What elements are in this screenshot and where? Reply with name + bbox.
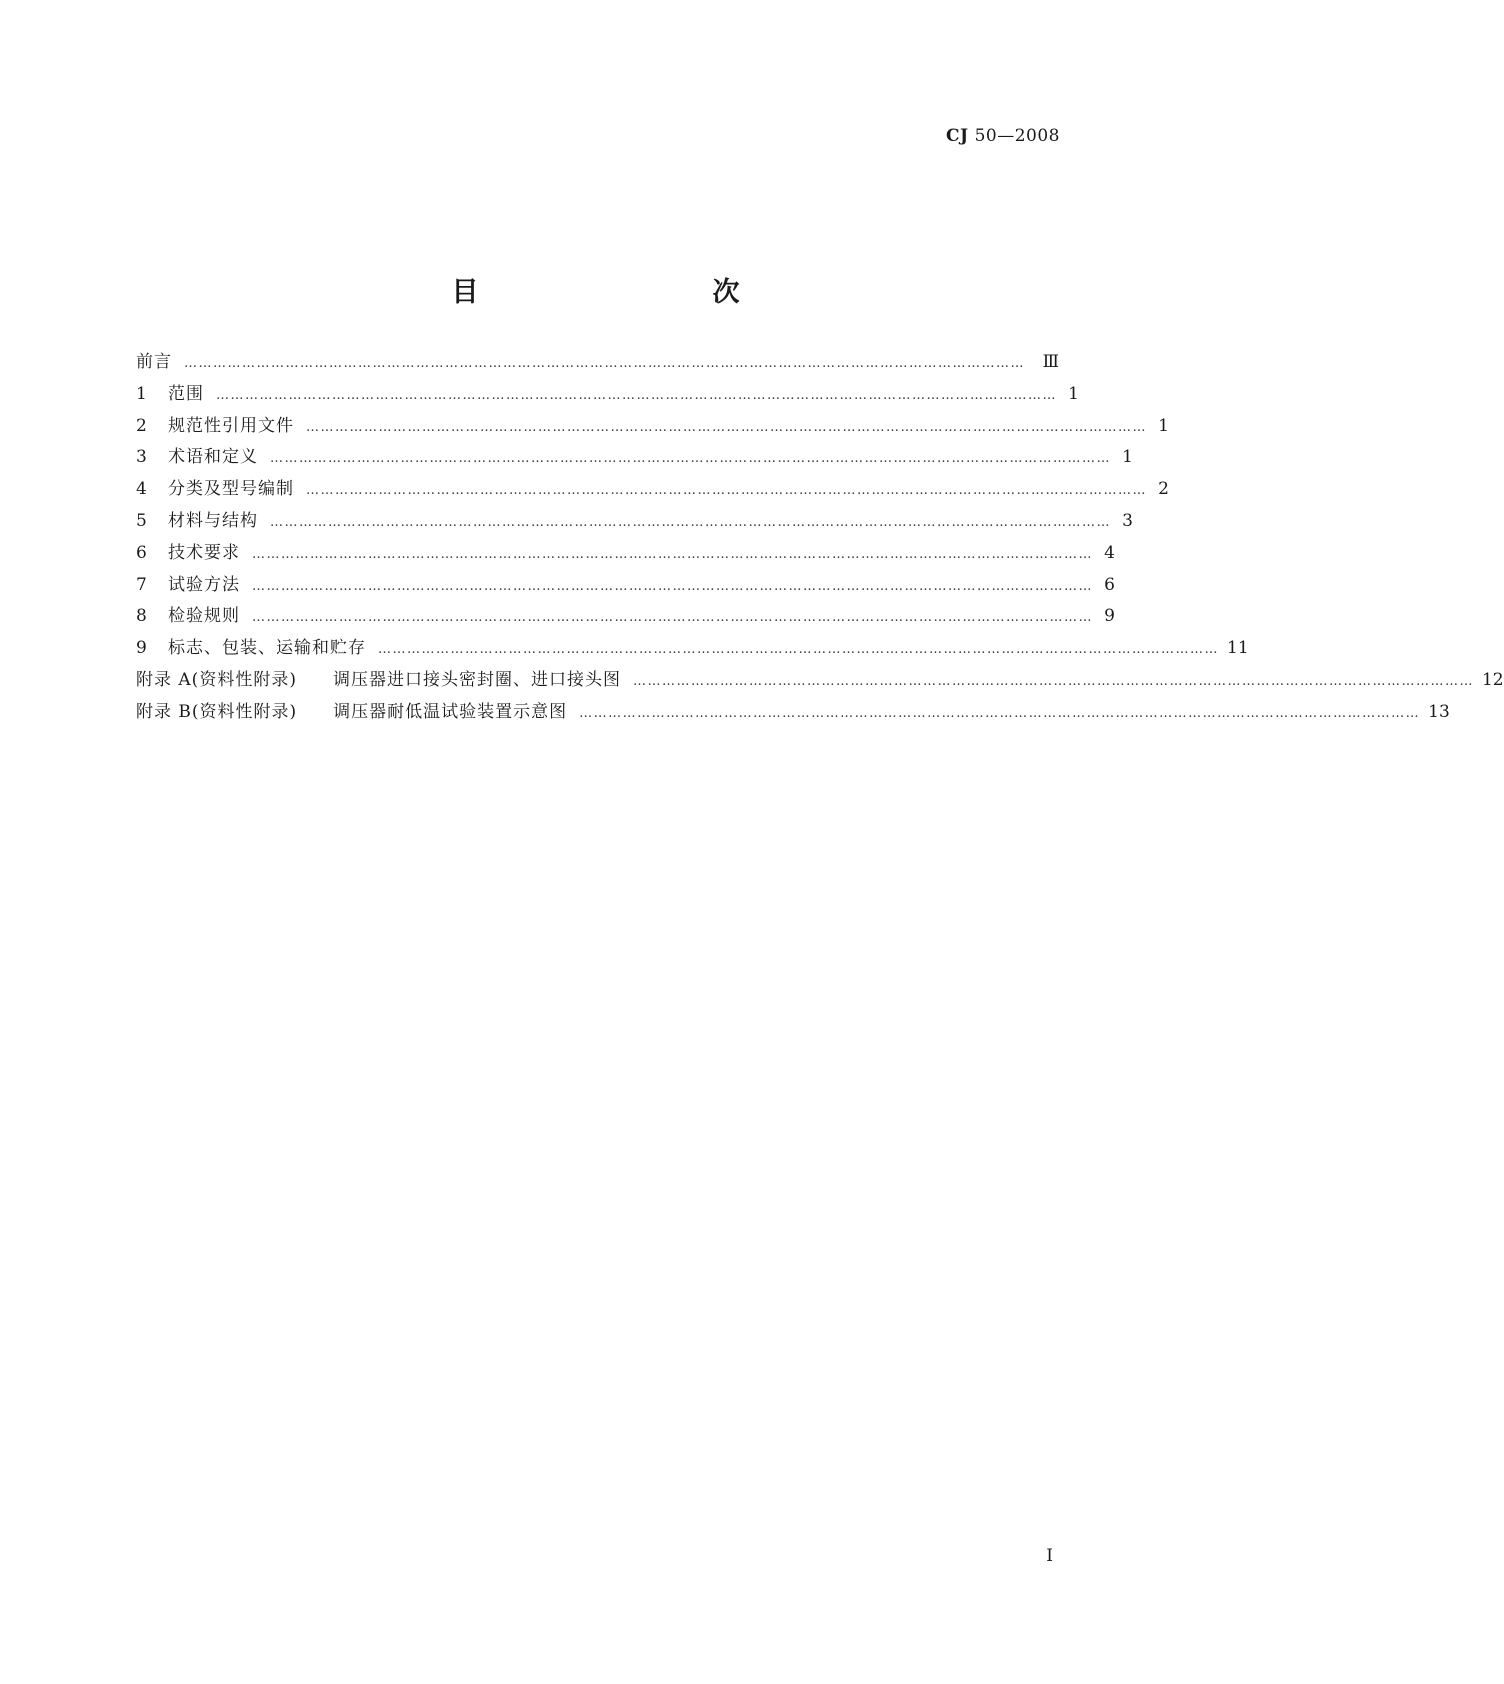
toc-entry-1[interactable]: [136, 379, 1079, 411]
toc-entry-page: 1: [1122, 447, 1133, 468]
toc-dot-leader: …………………………………………………………………………………………………………………………………………………………: [252, 546, 1093, 562]
toc-dot-leader: …………………………………………………………………………………………………………………………………………………………: [184, 356, 1025, 371]
table-of-contents: [136, 347, 1504, 729]
toc-appendix-title: 调压器耐低温试验装置示意图: [333, 701, 568, 722]
toc-entry-page: 9: [1104, 606, 1115, 627]
toc-dot-leader: …………………………………………………………………………………………………………………………………………………………: [252, 610, 1093, 626]
toc-entry-appendix-a[interactable]: [136, 665, 1504, 697]
toc-entry-page: 13: [1428, 701, 1450, 722]
toc-entry-page: 1: [1158, 415, 1169, 436]
toc-appendix-label: 附录 B(资料性附录): [136, 701, 298, 722]
toc-appendix-label: 附录 A(资料性附录): [136, 669, 297, 690]
toc-entry-number: 8: [136, 606, 147, 627]
toc-entry-number: 4: [136, 479, 147, 500]
toc-entry-appendix-b[interactable]: [136, 697, 1450, 729]
toc-title: 目 次: [451, 277, 800, 308]
toc-entry-page: 1: [1068, 383, 1079, 404]
toc-entry-page: 12: [1481, 669, 1504, 690]
toc-entry-number: 2: [136, 415, 147, 436]
toc-dot-leader: …………………………………………………………………………………………………………………………………………………………: [252, 578, 1093, 594]
toc-entry-label: 规范性引用文件: [168, 415, 294, 436]
toc-entry-number: 5: [136, 510, 147, 531]
toc-entry-8[interactable]: [136, 601, 1115, 633]
toc-dot-leader: …………………………………………………………………………………………………………………………………………………………: [632, 673, 1474, 689]
toc-entry-label: 技术要求: [168, 542, 240, 563]
toc-entry-label: 试验方法: [168, 574, 240, 595]
toc-entry-page: Ⅲ: [1042, 352, 1059, 372]
toc-entry-page: 4: [1104, 542, 1115, 563]
document-code-header: [946, 126, 1060, 146]
toc-dot-leader: …………………………………………………………………………………………………………………………………………………………: [216, 387, 1057, 403]
toc-appendix-title: 调压器进口接头密封圈、进口接头图: [332, 669, 621, 690]
toc-entry-label: 材料与结构: [168, 510, 258, 531]
toc-entry-number: 3: [136, 447, 147, 468]
toc-entry-number: 7: [136, 574, 147, 595]
toc-dot-leader: …………………………………………………………………………………………………………………………………………………………: [579, 705, 1421, 721]
toc-dot-leader: …………………………………………………………………………………………………………………………………………………………: [306, 483, 1147, 499]
toc-entry-number: 1: [136, 383, 147, 404]
toc-entry-label: 范围: [168, 383, 204, 404]
toc-dot-leader: …………………………………………………………………………………………………………………………………………………………: [306, 419, 1147, 435]
toc-entry-label: 分类及型号编制: [168, 479, 294, 500]
toc-dot-leader: …………………………………………………………………………………………………………………………………………………………: [378, 642, 1219, 658]
toc-entry-number: 6: [136, 542, 147, 563]
toc-entry-2[interactable]: [136, 411, 1169, 443]
toc-entry-label: 标志、包装、运输和贮存: [168, 638, 366, 659]
toc-entry-page: 2: [1158, 479, 1169, 500]
toc-entry-7[interactable]: [136, 570, 1115, 602]
toc-entry-label: 前言: [136, 352, 172, 372]
toc-entry-number: 9: [136, 638, 147, 659]
toc-entry-3[interactable]: [136, 442, 1133, 474]
toc-entry-6[interactable]: [136, 538, 1115, 570]
toc-entry-page: 11: [1227, 638, 1249, 659]
toc-entry-page: 6: [1104, 574, 1115, 595]
toc-entry-9[interactable]: [136, 633, 1249, 665]
toc-entry-page: 3: [1122, 510, 1133, 531]
standard-number: 50—2008: [974, 126, 1060, 146]
toc-entry-4[interactable]: [136, 474, 1169, 506]
toc-dot-leader: …………………………………………………………………………………………………………………………………………………………: [270, 514, 1111, 530]
toc-entry-label: 术语和定义: [168, 447, 258, 468]
toc-entry-5[interactable]: [136, 506, 1133, 538]
toc-entry-label: 检验规则: [168, 606, 240, 627]
page-number: Ⅰ: [1046, 1546, 1053, 1566]
standard-code: CJ: [946, 126, 969, 146]
toc-entry-foreword[interactable]: [136, 347, 1059, 379]
toc-dot-leader: …………………………………………………………………………………………………………………………………………………………: [270, 451, 1111, 467]
